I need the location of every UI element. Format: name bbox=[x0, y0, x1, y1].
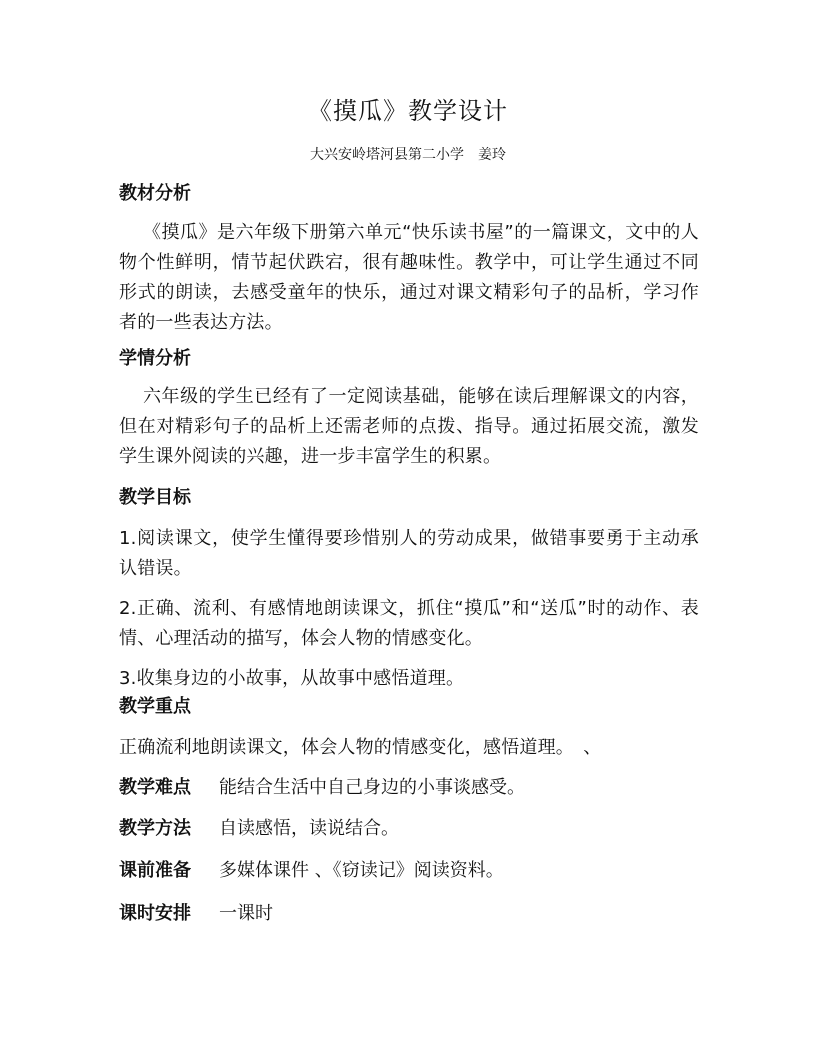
heading-student-analysis: 学情分析 bbox=[119, 348, 191, 369]
paragraph-teaching-focus: 正确流利地朗读课文，体会人物的情感变化，感悟道理。 、 bbox=[119, 737, 602, 758]
row-class-preparation bbox=[119, 857, 709, 885]
value-teaching-method: 自读感悟，读说结合。 bbox=[219, 818, 399, 839]
goal-item-1: 1.阅读课文，使学生懂得要珍惜别人的劳动成果，做错事要勇于主动承认错误。 bbox=[119, 528, 699, 579]
label-class-schedule: 课时安排 bbox=[119, 903, 191, 924]
row-teaching-method bbox=[119, 815, 709, 843]
paragraph-material-analysis: 《摸瓜》是六年级下册第六单元“快乐读书屋”的一篇课文，文中的人物个性鲜明，情节起伏跌宕，很有趣味性。教学中，可让学生通过不同形式的朗读，去感受童年的快乐，通过对课文精彩句子的品析，学习作者的一些表达方法。 bbox=[119, 222, 699, 333]
heading-teaching-focus: 教学重点 bbox=[119, 696, 191, 717]
goal-item-3: 3.收集身边的小故事，从故事中感悟道理。 bbox=[119, 668, 465, 689]
label-teaching-method: 教学方法 bbox=[119, 818, 191, 839]
value-class-preparation: 多媒体课件 、《窃读记》阅读资料。 bbox=[219, 860, 504, 881]
heading-teaching-goals: 教学目标 bbox=[119, 487, 191, 508]
heading-material-analysis: 教材分析 bbox=[119, 183, 191, 204]
label-class-preparation: 课前准备 bbox=[119, 860, 191, 881]
paragraph-student-analysis: 六年级的学生已经有了一定阅读基础，能够在读后理解课文的内容，但在对精彩句子的品析上还需老师的点拨、指导。通过拓展交流，激发学生课外阅读的兴趣，进一步丰富学生的积累。 bbox=[119, 386, 699, 467]
author-line: 大兴安岭塔河县第二小学 姜玲 bbox=[310, 147, 506, 163]
document-title: 《摸瓜》教学设计 bbox=[308, 97, 508, 125]
value-teaching-difficulty: 能结合生活中自己身边的小事谈感受。 bbox=[219, 777, 525, 798]
label-teaching-difficulty: 教学难点 bbox=[119, 777, 191, 798]
row-teaching-difficulty bbox=[119, 774, 709, 802]
value-class-schedule: 一课时 bbox=[219, 903, 273, 924]
row-class-schedule bbox=[119, 900, 709, 928]
goal-item-2: 2.正确、流利、有感情地朗读课文，抓住“摸瓜”和“送瓜”时的动作、表情、心理活动的描写，体会人物的情感变化。 bbox=[119, 598, 699, 649]
